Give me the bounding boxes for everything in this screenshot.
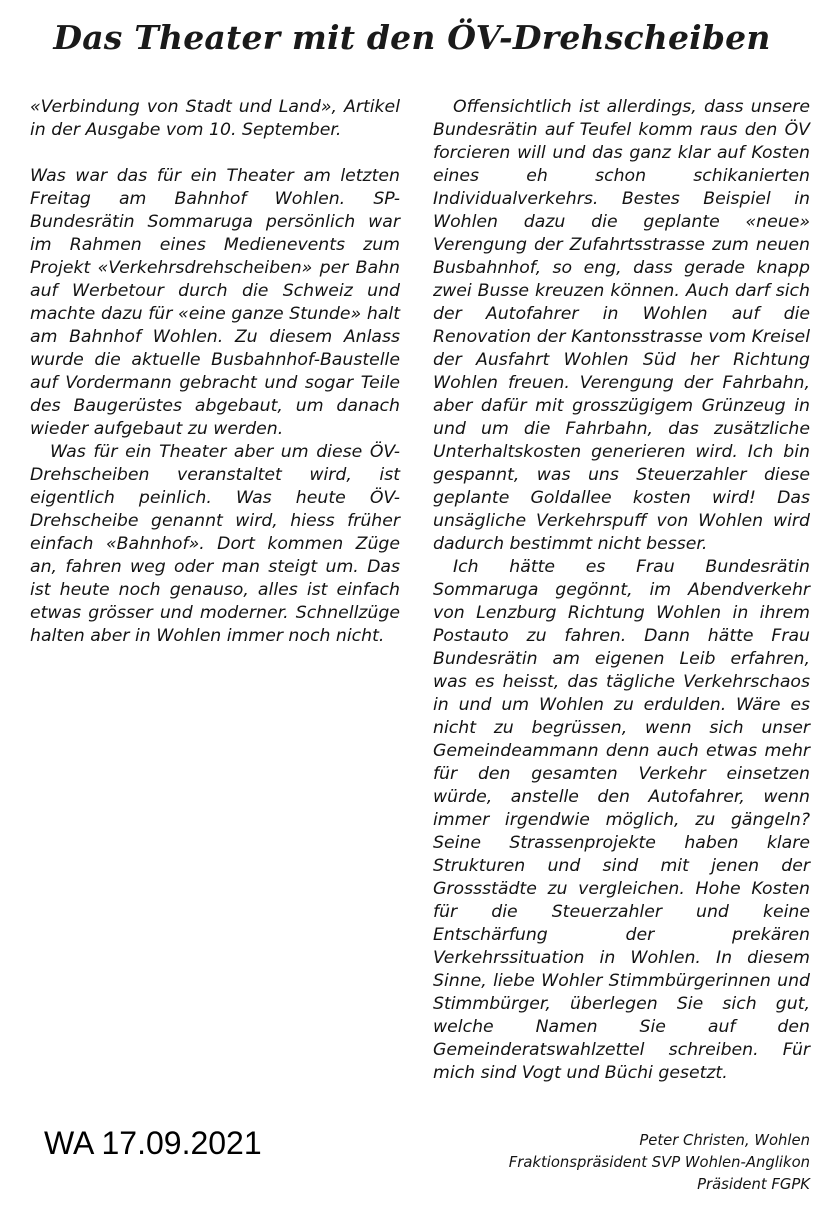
article-reference: «Verbindung von Stadt und Land», Artikel in der Ausgabe vom 10. September. <box>30 97 400 140</box>
author-role: Präsident FGPK <box>697 1176 810 1193</box>
author-name: Peter Christen, Wohlen <box>639 1132 810 1149</box>
left-column <box>30 96 400 648</box>
author-role: Fraktionspräsident SVP Wohlen-Anglikon <box>508 1154 810 1171</box>
date-stamp: WA 17.09.2021 <box>44 1125 262 1161</box>
paragraph: Offensichtlich ist allerdings, dass unsere Bundesrätin auf Teufel komm raus den ÖV forcieren will und das ganz klar auf Kosten eines eh schon schikanierten Individualverkehrs. Bestes Beispiel in Wohlen dazu die geplante «neue» Verengung der Zufahrtsstrasse zum neuen Busbahnhof, so eng, dass gerade knapp zwei Busse kreuzen können. Auch darf sich der Autofahrer in Wohlen auf die Renovation der Kantonsstrasse vom Kreisel der Ausfahrt Wohlen Süd her Richtung Wohlen freuen. Verengung der Fahrbahn, aber dafür mit grosszügigem Grünzeug in und um die Fahrbahn, das zusätzliche Unterhaltskosten generieren wird. Ich bin gespannt, was uns Steuerzahler diese geplante Goldallee kosten wird! Das unsägliche Verkehrspuff von Wohlen wird dadurch bestimmt nicht besser. <box>433 97 810 554</box>
paragraph: Was war das für ein Theater am letzten Freitag am Bahnhof Wohlen. SP-Bundesrätin Sommaruga persönlich war im Rahmen eines Medienevents zum Projekt «Verkehrsdrehscheiben» per Bahn auf Werbetour durch die Schweiz und machte dazu für «eine ganze Stunde» halt am Bahnhof Wohlen. Zu diesem Anlass wurde die aktuelle Busbahnhof-Baustelle auf Vordermann gebracht und sogar Teile des Baugerüstes abgebaut, um danach wieder aufgebaut zu werden. <box>30 166 400 439</box>
paragraph: Ich hätte es Frau Bundesrätin Sommaruga gegönnt, im Abendverkehr von Lenzburg Richtung Wohlen in ihrem Postauto zu fahren. Dann hätte Frau Bundesrätin am eigenen Leib erfahren, was es heisst, das tägliche Verkehrschaos in und um Wohlen zu erdulden. Wäre es nicht zu begrüssen, wenn sich unser Gemeindeammann denn auch etwas mehr für den gesamten Verkehr einsetzen würde, anstelle den Autofahrer, wenn immer irgendwie möglich, zu gängeln? Seine Strassenprojekte haben klare Strukturen und sind mit jenen der Grossstädte zu vergleichen. Hohe Kosten für die Steuerzahler und keine Entschärfung der prekären Verkehrssituation in Wohlen. In diesem Sinne, liebe Wohler Stimmbürgerinnen und Stimmbürger, überlegen Sie sich gut, welche Namen Sie auf den Gemeinderatswahlzettel schreiben. Für mich sind Vogt und Büchi gesetzt. <box>433 557 810 1083</box>
paragraph: Was für ein Theater aber um diese ÖV-Drehscheiben veranstaltet wird, ist eigentlich peinlich. Was heute ÖV-Drehscheibe genannt wird, hiess früher einfach «Bahnhof». Dort kommen Züge an, fahren weg oder man steigt um. Das ist heute noch genauso, alles ist einfach etwas grösser und moderner. Schnellzüge halten aber in Wohlen immer noch nicht. <box>30 442 400 646</box>
signature-block <box>433 1130 810 1196</box>
article-title: Das Theater mit den ÖV-Drehscheiben <box>53 18 771 57</box>
right-column <box>433 96 810 1085</box>
